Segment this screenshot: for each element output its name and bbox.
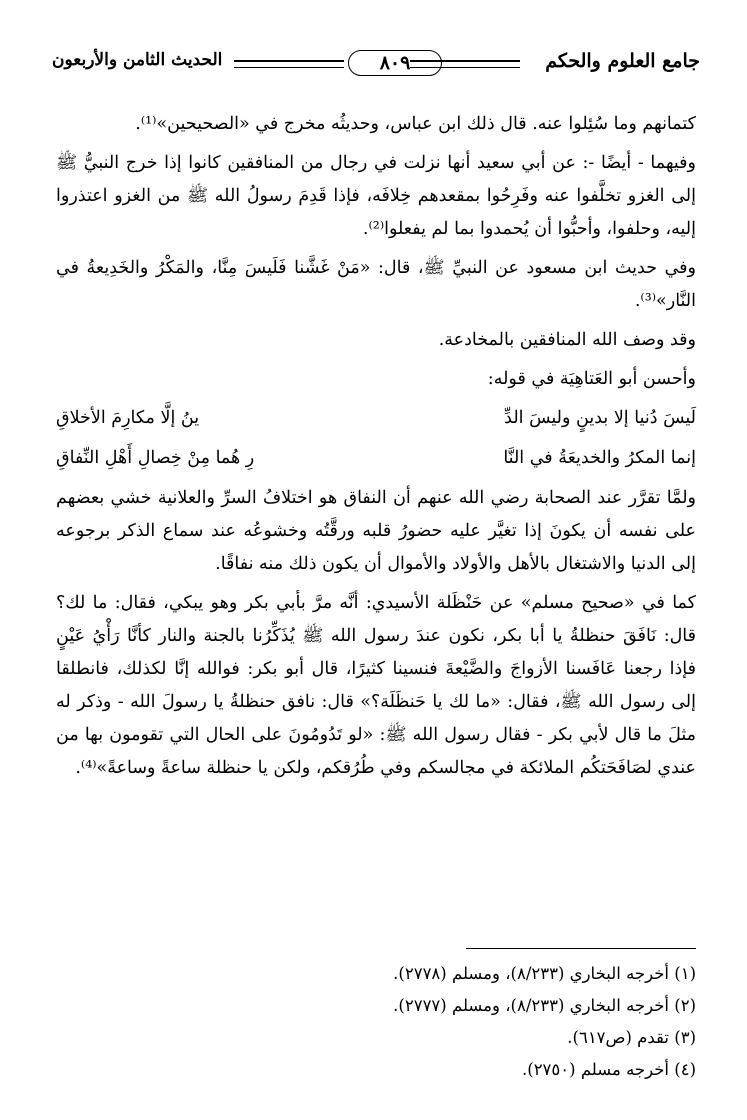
verse-2-first-hemistich: إنما المكرُ والخديعَةُ في النَّا — [503, 448, 696, 468]
page-number: ٨٠٩ — [348, 50, 442, 76]
paragraph-5: وأحسن أبو العَتاهِيَة في قوله: — [487, 369, 696, 389]
footnote-1: (١) أخرجه البخاري (٨/٢٣٣)، ومسلم (٢٧٧٨). — [393, 964, 696, 983]
book-title: جامع العلوم والحكم — [545, 50, 700, 72]
paragraph-7: كما في «صحيح مسلم» عن حَنْظَلة الأسيدي: أنَّه مرَّ بأبي بكر وهو يبكي، فقال: ما لك؟ قال: نَافَقَ حنظلةُ يا أبا بكر، نكون عندَ رسول الله ﷺ يُذَكِّرُنا بالجنة والنار كأنَّا رَأْيُ عَيْنٍ فإذا رجعنا عَافَسنا الأزواجَ والضَّيْعةَ فنسينا كثيرًا، قال أبو بكر: فوالله إنَّا لكذلك، فانطلقا إلى رسول الله ﷺ، فقال: «ما لك يا حَنظَلَة؟» قال: نافق حنظلةُ يا رسولَ الله - وذكر له مثلَ ما قال لأبي بكر - فقال رسول الله ﷺ: «لو تَدُومُونَ على الحال التي تقومون بها من عندي لصَافَحَتكُم الملائكة في مجالسكم وفي طُرُقكم، ولكن يا حنظلة ساعةً وساعةً»⁽⁴⁾. — [56, 593, 696, 778]
verse-line-2 — [56, 442, 696, 482]
footnote-separator — [466, 948, 696, 949]
paragraph-2: وفيهما - أيضًا -: عن أبي سعيد أنها نزلت في رجال من المنافقين كانوا إذا خرج النبيُّ ﷺ إلى الغزو تخلَّفوا عنه وفَرِحُوا بمقعدهم خِلافَه، فإذا قَدِمَ رسولُ الله ﷺ من الغزو اعتذروا إليه، وحلفوا، وأحبُّوا أن يُحمدوا بما لم يفعلوا⁽²⁾. — [56, 153, 696, 239]
paragraph-4: وقد وصف الله المنافقين بالمخادعة. — [438, 330, 696, 350]
verse-1-first-hemistich: لَيسَ دُنيا إلا بدينٍ وليسَ الدِّ — [504, 408, 696, 428]
header-rule-left — [234, 60, 344, 68]
paragraph-3: وفي حديث ابن مسعود عن النبيِّ ﷺ، قال: «مَنْ غَشَّنا فَلَيسَ مِنَّا، والمَكْرُ والخَدِيعةُ في النَّار»⁽³⁾. — [56, 258, 696, 311]
page-header — [52, 48, 700, 80]
verse-1-second-hemistich: ينُ إلَّا مكارِمَ الأخلاقِ — [56, 408, 200, 428]
main-text — [56, 108, 696, 791]
footnotes — [56, 958, 696, 1086]
footnote-2: (٢) أخرجه البخاري (٨/٢٣٣)، ومسلم (٢٧٧٧). — [393, 996, 696, 1015]
verse-2-second-hemistich: رِ هُما مِنْ خِصالِ أَهْلِ النِّفاقِ — [56, 448, 255, 468]
section-title: الحديث الثامن والأربعون — [52, 50, 223, 70]
footnote-4: (٤) أخرجه مسلم (٢٧٥٠). — [522, 1060, 696, 1079]
paragraph-1: كتمانهم وما سُئِلوا عنه. قال ذلك ابن عباس، وحديثُه مخرج في «الصحيحين»⁽¹⁾. — [135, 114, 696, 134]
verse-line-1 — [56, 402, 696, 442]
footnote-3: (٣) تقدم (ص٦١٧). — [567, 1028, 696, 1047]
paragraph-6: ولمَّا تقرَّر عند الصحابة رضي الله عنهم أن النفاق هو اختلافُ السرِّ والعلانية خشي بعضهم على نفسه أن يكونَ إذا تغيَّر عليه حضورُ قلبه ورقَّتُه وخشوعُه عند سماع الذكر برجوعه إلى الدنيا والاشتغال بالأهل والأولاد والأموال أن يكون ذلك منه نفاقًا. — [56, 488, 696, 574]
